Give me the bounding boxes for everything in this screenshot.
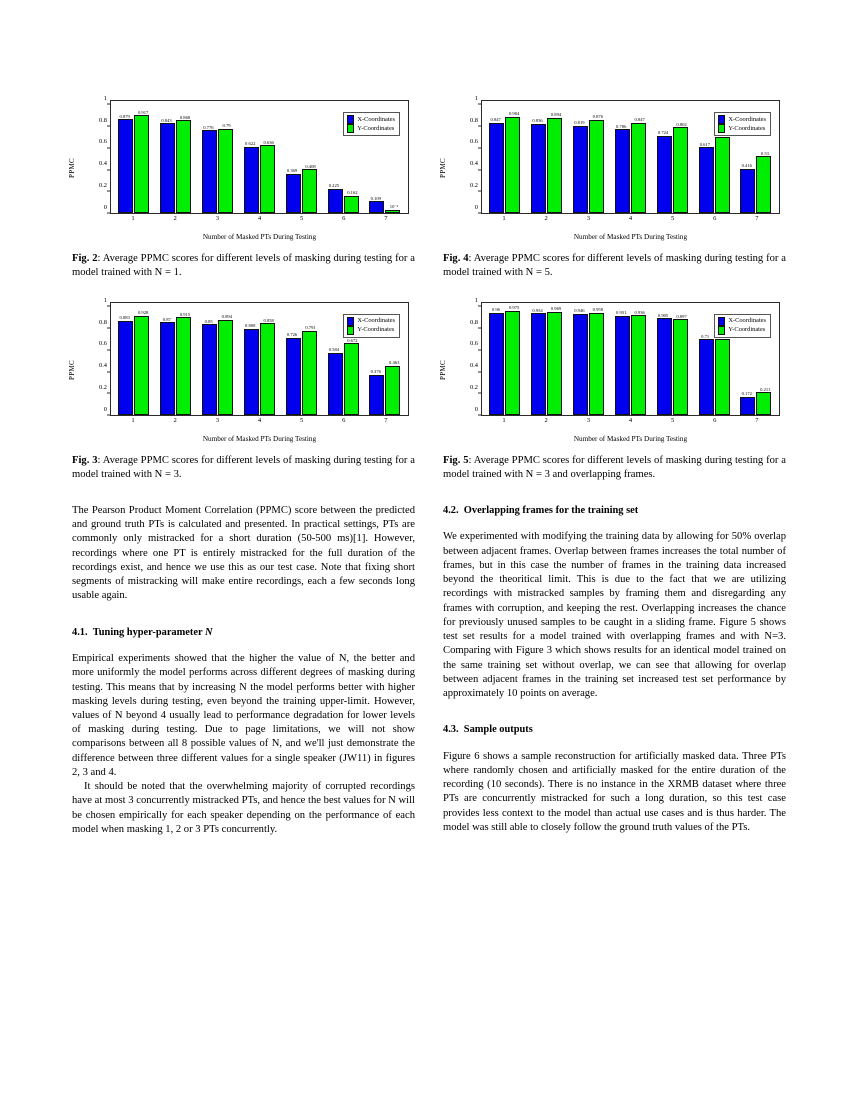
chart-fig5 <box>438 294 786 446</box>
y-tick-label: 0.8 <box>99 116 107 124</box>
figure-caption-text-3: : Average PPMC scores for different levels of masking during testing for a model trained with N = 3. <box>72 454 415 480</box>
figure-caption-text-2: : Average PPMC scores for different levels of masking during testing for a model trained with N = 1. <box>72 253 415 278</box>
bar-value-label: 0.79 <box>222 123 231 129</box>
bar-x-coordinates <box>615 123 630 213</box>
legend-fig3 <box>343 314 400 338</box>
column-left-fig3 <box>67 294 415 482</box>
bar-value-label: 0.109 <box>370 195 381 201</box>
bar-group <box>243 303 276 415</box>
bar-value-label: 0.879 <box>119 113 130 119</box>
bar-value-label: 0.162 <box>347 190 358 196</box>
bar-value-label: 0.786 <box>616 123 627 129</box>
x-tick-label: 3 <box>215 416 219 424</box>
bar-x-coordinates <box>657 312 672 415</box>
legend-label-y: Y-Coordinates <box>728 124 766 132</box>
bar-x-coordinates <box>286 168 301 213</box>
x-tick-label: 4 <box>628 416 633 424</box>
y-tick-label: 0.4 <box>470 361 478 369</box>
bar-group <box>489 101 522 213</box>
x-tick-label: 2 <box>173 416 177 424</box>
bar-x-coordinates <box>573 120 588 213</box>
x-tick-label: 1 <box>131 215 135 222</box>
bar-value-label: 0.791 <box>305 324 316 330</box>
legend-entry-y <box>347 326 395 335</box>
bar-group <box>201 303 234 415</box>
spacer <box>72 639 415 652</box>
bar-value-label: 0.463 <box>389 359 400 365</box>
figure-label-2: Fig. 2 <box>72 253 98 264</box>
bar-value-label: 0.808 <box>245 323 256 329</box>
x-tick-label: 4 <box>257 215 262 222</box>
y-axis-fig3 <box>72 296 110 416</box>
legend-entry-y <box>718 124 766 133</box>
bar-group <box>159 303 192 415</box>
x-tick-label: 1 <box>502 215 506 222</box>
figure-2 <box>67 92 415 280</box>
bar-x-coordinates <box>202 318 217 415</box>
spacer <box>72 604 415 626</box>
spacer <box>72 280 786 294</box>
bar-y-coordinates <box>344 337 359 415</box>
y-tick-label: 0.2 <box>99 181 107 189</box>
x-tick-label: 3 <box>586 215 590 222</box>
bar-x-coordinates <box>531 118 546 213</box>
figure-caption-2 <box>72 252 415 280</box>
legend-swatch-x-icon <box>718 115 725 124</box>
spacer <box>443 517 786 530</box>
y-tick-label: 0.2 <box>99 383 107 391</box>
bar-y-coordinates <box>756 150 771 213</box>
bar-group <box>614 101 647 213</box>
y-axis-label-fig5: PPMC <box>438 359 447 380</box>
column-left-fig2 <box>67 92 415 280</box>
bar-value-label: 0.894 <box>221 313 233 319</box>
legend-swatch-x-icon <box>718 317 725 326</box>
legend-label-x: X-Coordinates <box>357 317 395 325</box>
bar-value-label: 0.836 <box>532 118 543 124</box>
bar-y-coordinates <box>673 313 688 415</box>
bar-value-label: 0.53 <box>760 150 769 156</box>
figure-label-3: Fig. 3 <box>72 454 98 466</box>
legend-swatch-y-icon <box>347 124 354 133</box>
legend-swatch-x-icon <box>347 317 354 326</box>
x-tick-label: 6 <box>713 215 717 222</box>
bar-y-coordinates <box>547 305 562 415</box>
bar-y-coordinates <box>505 110 520 213</box>
bar-value-label: 0.636 <box>263 139 274 145</box>
legend-entry-x <box>718 115 766 124</box>
y-axis-fig2 <box>72 94 110 214</box>
bar-value-label: 0.211 <box>760 386 771 392</box>
bar-value-label: 0.847 <box>490 117 501 123</box>
bar-group <box>530 101 563 213</box>
bar-value-label: 0.904 <box>508 110 520 116</box>
x-tick-label: 7 <box>384 215 388 222</box>
bar-x-coordinates <box>740 391 755 415</box>
bar-value-label: 0.868 <box>179 114 191 120</box>
legend-label-x: X-Coordinates <box>357 115 395 123</box>
bar-y-coordinates <box>631 309 646 415</box>
bar-value-label: 0.376 <box>370 369 381 375</box>
y-tick-label: 0 <box>103 203 107 211</box>
bar-value-label: 0.724 <box>657 130 669 136</box>
x-tick-label: 7 <box>755 416 759 424</box>
legend-swatch-x-icon <box>347 115 354 124</box>
x-tick-label: 7 <box>755 215 759 222</box>
bar-group <box>530 303 563 415</box>
bar-y-coordinates <box>385 204 400 213</box>
bar-value-label: 0.843 <box>161 117 172 123</box>
bar-x-coordinates <box>118 113 133 213</box>
x-tick-label: 5 <box>299 215 304 222</box>
bar-y-coordinates <box>547 112 562 213</box>
bar-value-label: 0.622 <box>245 141 256 147</box>
bar-value-label: 0.776 <box>203 124 214 130</box>
paragraph-tuning-n: Empirical experiments showed that the higher the value of N, the better and more uniformly the model performs across different degrees of masking during testing. This means that by increasing N the model performs better with higher masking levels during testing, even beyond the training upper-limit. However, values of N beyond 4 usually lead to performance degradation for lower levels of masking during testing. Due to page limitations, we will not show comparisons between all 8 possible values of N, and we'll just demonstrate the difference between three different values for a single speaker (JW11) in figures 2, 3 and 4. <box>72 653 415 778</box>
legend-label-y: Y-Coordinates <box>728 326 766 334</box>
x-tick-label: 5 <box>670 215 675 222</box>
x-tick-label: 3 <box>215 215 219 222</box>
bar-value-label: 0.369 <box>286 168 298 174</box>
y-tick-label: 0.8 <box>470 318 478 326</box>
legend-entry-y <box>718 326 766 335</box>
legend-entry-y <box>347 124 395 133</box>
bar-value-label: 0.897 <box>676 313 687 319</box>
x-tick-label: 7 <box>384 416 388 424</box>
bar-value-label: 0.894 <box>550 112 562 118</box>
bar-value-label: 0.936 <box>634 309 645 315</box>
bar-y-coordinates <box>218 123 233 213</box>
bar-x-coordinates <box>531 307 546 415</box>
section-heading-4-3 <box>443 723 786 737</box>
bar-y-coordinates <box>505 305 520 415</box>
plot-area-fig5 <box>481 302 780 416</box>
bar-group <box>243 101 276 213</box>
bar-group <box>201 101 234 213</box>
section-number-4-2: 4.2. <box>443 504 459 516</box>
page-content <box>67 92 786 837</box>
bar-y-coordinates <box>673 121 688 213</box>
figure-3 <box>67 294 415 482</box>
x-tick-label: 4 <box>628 215 633 222</box>
bar-y-coordinates <box>631 117 646 213</box>
y-axis-label-fig2: PPMC <box>67 158 76 178</box>
x-axis-ticks-fig5 <box>481 416 780 430</box>
bar-value-label: 0.85 <box>204 318 213 324</box>
chart-fig4 <box>438 92 786 244</box>
bar-group <box>285 101 318 213</box>
bar-value-label: 10⁻² <box>389 204 399 210</box>
bar-x-coordinates <box>328 347 343 415</box>
bar-group <box>572 101 605 213</box>
y-tick-label: 1 <box>474 94 478 102</box>
paragraph-sample-outputs: Figure 6 shows a sample reconstruction for artificially masked data. Three PTs where randomly chosen and artificially masked for the entire duration of the recording (10 seconds). There is no instance in the XRMB dataset where three PTs are concurrently mistracked for such a long duration, so this test case provides less context to the model than actual use cases and is thus harder. The model was still able to closely follow the ground truth values of the PTs. <box>443 750 786 833</box>
bar-x-coordinates <box>489 306 504 415</box>
bar-x-coordinates <box>160 316 175 415</box>
x-axis-label-fig5: Number of Masked PTs During Testing <box>573 434 688 443</box>
bar-y-coordinates <box>260 139 275 213</box>
bar-group <box>656 101 689 213</box>
section-number-4-1: 4.1. <box>72 626 88 638</box>
bar-value-label: 0.876 <box>592 113 604 119</box>
bar-y-coordinates <box>385 359 400 415</box>
x-tick-label: 4 <box>257 416 262 424</box>
chart-fig3 <box>67 294 415 446</box>
figure-caption-4 <box>443 252 786 280</box>
legend-entry-x <box>347 317 395 326</box>
bar-value-label: 0.584 <box>328 347 340 353</box>
bar-value-label: 0.969 <box>550 305 562 311</box>
x-axis-ticks-fig2 <box>110 214 409 228</box>
figure-caption-text-5: : Average PPMC scores for different levels of masking during testing for a model trained with N = 3 and overlapping frames. <box>443 454 786 480</box>
x-axis-label-fig3: Number of Masked PTs During Testing <box>202 434 317 443</box>
x-tick-label: 5 <box>299 416 304 424</box>
y-tick-label: 0.8 <box>470 116 478 124</box>
bar-x-coordinates <box>699 141 714 213</box>
figure-4 <box>438 92 786 280</box>
bar-y-coordinates <box>260 317 275 415</box>
legend-label-x: X-Coordinates <box>728 317 766 325</box>
y-axis-label-fig4: PPMC <box>438 158 447 178</box>
bar-x-coordinates <box>573 308 588 415</box>
bar-value-label: 0.87 <box>162 316 171 322</box>
bar-y-coordinates <box>344 190 359 213</box>
x-tick-label: 6 <box>342 215 346 222</box>
bar-x-coordinates <box>657 130 672 213</box>
bar-value-label: 0.617 <box>699 141 711 147</box>
x-tick-label: 6 <box>713 416 717 424</box>
plot-area-fig2 <box>110 100 409 214</box>
bar-y-coordinates <box>134 109 149 213</box>
y-axis-fig5 <box>443 296 481 416</box>
bar-x-coordinates <box>244 323 259 415</box>
spacer <box>443 737 786 750</box>
y-tick-label: 0.6 <box>99 340 107 348</box>
x-axis-label-fig2: Number of Masked PTs During Testing <box>202 232 317 241</box>
bar-value-label: 0.96 <box>491 306 500 312</box>
bar-x-coordinates <box>202 124 217 213</box>
bar-value-label: 0.958 <box>592 307 604 313</box>
figures-row-1 <box>67 92 786 280</box>
y-tick-label: 0 <box>474 203 478 211</box>
bar-y-coordinates <box>715 339 730 415</box>
figure-caption-3 <box>72 454 415 482</box>
y-tick-label: 0.4 <box>470 159 478 167</box>
section-heading-4-1 <box>72 626 415 640</box>
spacer <box>72 482 786 504</box>
bar-group <box>489 303 522 415</box>
bar-value-label: 0.416 <box>741 163 752 169</box>
bar-value-label: 0.905 <box>657 312 669 318</box>
legend-entry-x <box>347 115 395 124</box>
legend-fig4 <box>714 112 771 136</box>
legend-swatch-y-icon <box>718 326 725 335</box>
spacer <box>443 701 786 723</box>
bar-value-label: 0.917 <box>137 109 149 115</box>
section-title-4-1-symbol: N <box>205 626 213 638</box>
bar-x-coordinates <box>740 163 755 213</box>
bar-group <box>285 303 318 415</box>
bar-x-coordinates <box>369 195 384 213</box>
bar-group <box>656 303 689 415</box>
x-tick-label: 5 <box>670 416 675 424</box>
legend-label-y: Y-Coordinates <box>357 326 395 334</box>
text-column-left <box>72 504 415 837</box>
bar-x-coordinates <box>369 369 384 415</box>
bar-x-coordinates <box>489 117 504 213</box>
y-tick-label: 0.2 <box>470 181 478 189</box>
bar-value-label: 0.847 <box>634 117 645 123</box>
x-tick-label: 1 <box>502 416 506 424</box>
y-tick-label: 0 <box>474 405 478 413</box>
x-tick-label: 2 <box>544 215 548 222</box>
bar-value-label: 0.819 <box>574 120 585 126</box>
y-tick-label: 0.6 <box>470 340 478 348</box>
figure-caption-text-4: : Average PPMC scores for different levels of masking during testing for a model trained with N = 5. <box>443 253 786 278</box>
figures-row-2 <box>67 294 786 482</box>
bar-group <box>572 303 605 415</box>
y-tick-label: 1 <box>103 296 107 304</box>
bar-group <box>118 101 151 213</box>
bar-group <box>118 303 151 415</box>
legend-label-y: Y-Coordinates <box>357 124 395 132</box>
paragraph-corrupted-recordings: It should be noted that the overwhelming majority of corrupted recordings have at most 3 concurrently mistracked PTs, and hence the best values for N will be chosen empirically for each speaker depending on the performance of each model when masking 1, 2 or 3 PTs concurrently. <box>72 781 415 835</box>
y-tick-label: 1 <box>103 94 107 102</box>
paragraph-ppmc-intro: The Pearson Product Moment Correlation (PPMC) score between the predicted and ground truth PTs is calculated and presented. In practical settings, PTs are commonly only mistracked for a short duration (50-500 ms)[1]. However, recordings where one PT is entirely mistracked for the full duration of the recordings exist, and hence we use this as our test case. Note that fixing short segments of mistracking will make entire recordings, each a few seconds long usable again. <box>72 504 415 602</box>
bar-x-coordinates <box>328 183 343 213</box>
bar-y-coordinates <box>756 386 771 415</box>
section-title-4-1: Tuning hyper-parameter <box>92 626 203 638</box>
bar-y-coordinates <box>302 163 317 213</box>
bar-y-coordinates <box>589 113 604 213</box>
y-axis-label-fig3: PPMC <box>67 359 76 380</box>
text-column-right <box>443 504 786 837</box>
bar-value-label: 0.172 <box>741 391 752 396</box>
bar-value-label: 0.802 <box>676 121 687 127</box>
bar-y-coordinates <box>302 324 317 415</box>
y-tick-label: 0.4 <box>99 361 107 369</box>
bar-value-label: 0.946 <box>574 308 585 314</box>
bar-y-coordinates <box>589 307 604 415</box>
legend-swatch-y-icon <box>718 124 725 133</box>
bar-value-label: 0.858 <box>263 317 274 323</box>
y-tick-label: 0.8 <box>99 318 107 326</box>
bar-value-label: 0.883 <box>119 315 130 321</box>
column-right-fig4 <box>438 92 786 280</box>
section-number-4-3: 4.3. <box>443 724 459 736</box>
bar-value-label: 0.225 <box>328 183 340 189</box>
legend-swatch-y-icon <box>347 326 354 335</box>
x-axis-ticks-fig3 <box>110 416 409 430</box>
x-tick-label: 2 <box>173 215 177 222</box>
bar-y-coordinates <box>134 310 149 415</box>
section-heading-4-2 <box>443 504 786 518</box>
bar-x-coordinates <box>244 141 259 213</box>
y-tick-label: 0 <box>103 405 107 413</box>
bar-value-label: 0.726 <box>286 331 298 337</box>
figure-label-4: Fig. 4 <box>443 253 469 264</box>
bar-x-coordinates <box>615 310 630 415</box>
section-title-4-3: Sample outputs <box>463 724 533 736</box>
x-tick-label: 6 <box>342 416 346 424</box>
y-tick-label: 0.4 <box>99 159 107 167</box>
figure-label-5: Fig. 5 <box>443 454 469 466</box>
bar-x-coordinates <box>160 117 175 213</box>
column-right-fig5 <box>438 294 786 482</box>
bar-x-coordinates <box>118 315 133 415</box>
bar-value-label: 0.915 <box>179 311 191 317</box>
legend-label-x: X-Coordinates <box>728 115 766 123</box>
plot-area-fig4 <box>481 100 780 214</box>
text-columns <box>72 504 786 837</box>
bar-y-coordinates <box>715 137 730 213</box>
bar-y-coordinates <box>176 311 191 415</box>
bar-value-label: 0.71 <box>701 333 710 339</box>
plot-area-fig3 <box>110 302 409 416</box>
bar-y-coordinates <box>176 114 191 213</box>
x-tick-label: 3 <box>586 416 590 424</box>
y-tick-label: 0.2 <box>470 383 478 391</box>
bar-x-coordinates <box>286 331 301 415</box>
bar-value-label: 0.975 <box>508 305 520 311</box>
x-tick-label: 2 <box>544 416 548 424</box>
bar-group <box>614 303 647 415</box>
paragraph-overlapping-frames: We experimented with modifying the training data by allowing for 50% overlap between adjacent frames. Overlap between frames increases the total number of frames, but in this case the number of frames in the training data increased beyond the theoritical limit. This is due to the fact that we are utilizing recordings with mistracked samples by framing them and disregarding any frames with corruption, and keeping the rest. Overlapping increases the chance for previously unused samples to be caught in a sliding frame. Figure 5 shows test set results for a model trained with overlapping frames and with N=3. Comparing with Figure 3 which shows results for an identical model trained on the same training set without overlap, we can see that allowing for overlap between adjacent frames in the training set increased test set performance by approximately 10 points on average. <box>443 531 786 699</box>
section-title-4-2: Overlapping frames for the training set <box>463 504 639 516</box>
bar-value-label: 0.672 <box>347 337 358 343</box>
bar-x-coordinates <box>699 333 714 415</box>
legend-entry-x <box>718 317 766 326</box>
y-axis-fig4 <box>443 94 481 214</box>
legend-fig2 <box>343 112 400 136</box>
figure-5 <box>438 294 786 482</box>
bar-value-label: 0.954 <box>532 307 543 313</box>
x-axis-label-fig4: Number of Masked PTs During Testing <box>573 232 688 241</box>
bar-value-label: 0.931 <box>616 310 627 316</box>
bar-value-label: 0.408 <box>305 163 316 169</box>
chart-fig2 <box>67 92 415 244</box>
x-axis-ticks-fig4 <box>481 214 780 228</box>
bar-y-coordinates <box>218 313 233 415</box>
bar-group <box>159 101 192 213</box>
bar-value-label: 0.928 <box>137 310 149 316</box>
y-tick-label: 1 <box>474 296 478 304</box>
x-tick-label: 1 <box>131 416 135 424</box>
y-tick-label: 0.6 <box>99 138 107 146</box>
figure-caption-5 <box>443 454 786 482</box>
y-tick-label: 0.6 <box>470 138 478 146</box>
legend-fig5 <box>714 314 771 338</box>
